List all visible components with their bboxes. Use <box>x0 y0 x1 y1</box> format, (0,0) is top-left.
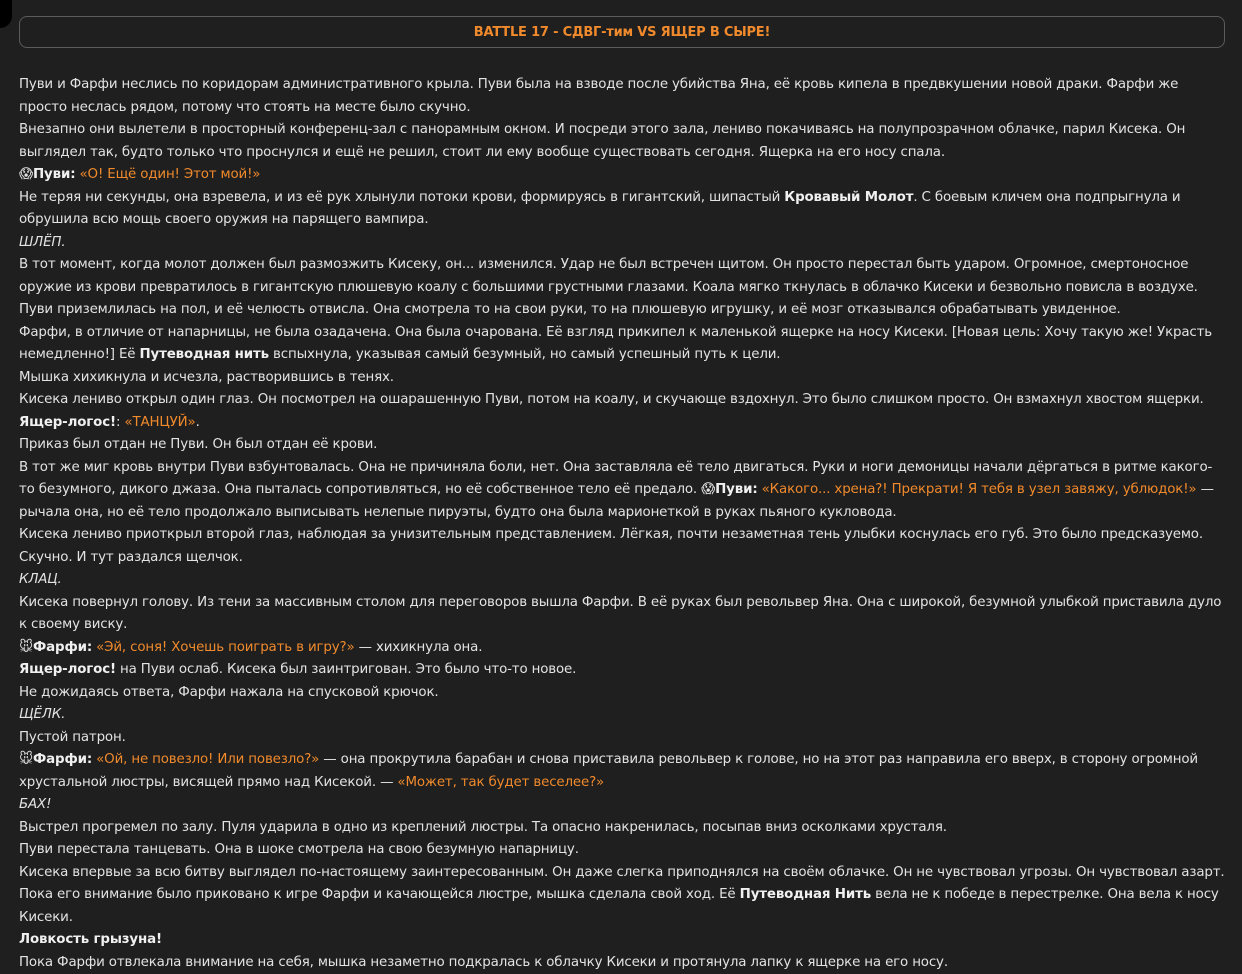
speech-quote: «Эй, соня! Хочешь поиграть в игру?» <box>96 639 355 655</box>
window-corner <box>0 0 12 28</box>
ability-name: Ящер-логос! <box>19 662 116 677</box>
paragraph: Пока его внимание было приковано к игре Фарфи и качающейся люстре, мышка сделала свой ход. Её Путеводная Нить вела не к победе в перестрелке. Она вела к носу Кисеки. <box>19 887 1219 925</box>
speech-quote: «Может, так будет веселее?» <box>397 774 605 790</box>
speech-quote: «ТАНЦУЙ» <box>124 414 196 430</box>
paragraph: Внезапно они вылетели в просторный конференц-зал с панорамным окном. И посреди этого зала, лениво покачиваясь на полупрозрачном облачке, парил Кисека. Он выглядел так, будто только что проснулся и ещё не решил, стоит ли ему вообще существовать сегодня. Ящерка на его носу спала. <box>19 122 1186 160</box>
paragraph: Ящер-логос! на Пуви ослаб. Кисека был заинтригован. Это было что-то новое. <box>19 662 577 677</box>
ability-name: Путеводная Нить <box>739 887 872 902</box>
ability-name: Кровавый Молот <box>784 189 914 205</box>
paragraph: Мышка хихикнула и исчезла, растворившись в тенях. <box>19 369 394 385</box>
dialogue-line: 🐭Фарфи: «Ой, не повезло! Или повезло?» — она прокрутила барабан и снова приставила револьвер к голове, но на этот раз направила его вверх, в сторону огромной хрустальной люстры, висящей прямо над Кисекой. — «Может, так будет веселее?» <box>19 749 1225 794</box>
sound-effect: КЛАЦ. <box>19 572 62 587</box>
paragraph: В тот момент, когда молот должен был размозжить Кисеку, он... изменился. Удар не был встречен щитом. Он просто перестал быть ударом. Огромное, смертоносное оружие из крови превратилось в гигантскую плюшевую коалу с большими грустными глазами. Коала мягко ткнулась в облачко Кисеки и безвольно повисла в воздухе. <box>19 257 1198 295</box>
story-content <box>19 74 1225 970</box>
ability-name: Ящер-логос! <box>19 414 116 430</box>
speech-quote: «О! Ещё один! Этот мой!» <box>79 167 261 182</box>
paragraph: Пуви и Фарфи неслись по коридорам административного крыла. Пуви была на взводе после убийства Яна, её кровь кипела в предвкушении новой драки. Фарфи же просто неслась рядом, потому что стоять на месте было скучно. <box>19 77 1179 115</box>
battle-title-box <box>19 16 1225 48</box>
paragraph: Не теряя ни секунды, она взревела, и из её рук хлынули потоки крови, формируясь в гигантский, шипастый Кровавый Молот. С боевым кличем она подпрыгнула и обрушила всю мощь своего оружия на парящего вампира. <box>19 189 1181 227</box>
speaker-name: Фарфи: <box>33 639 93 655</box>
speech-quote: «Ой, не повезло! Или повезло?» <box>96 752 320 767</box>
paragraph: Не дожидаясь ответа, Фарфи нажала на спусковой крючок. <box>19 684 439 700</box>
dialogue-line: Ящер-логос!: «ТАНЦУЙ». <box>19 414 200 430</box>
mouse-emoji-icon: 🐭 <box>19 752 33 767</box>
dialogue-line <box>19 164 1225 187</box>
speaker-name: Пуви: <box>33 167 76 182</box>
paragraph: Приказ был отдан не Пуви. Он был отдан её крови. <box>19 437 378 452</box>
sound-effect: БАХ! <box>19 797 52 812</box>
paragraph-cut-off: Пока Фарфи отвлекала внимание на себя, мышка незаметно подкралась к облачку Кисеки и протянула лапку к ящерке на его носу. <box>19 954 948 970</box>
paragraph: Кисека лениво открыл один глаз. Он посмотрел на ошарашенную Пуви, потом на коалу, и скучающе вздохнул. Это было слишком просто. Он взмахнул хвостом ящерки. <box>19 392 1204 407</box>
paragraph: В тот же миг кровь внутри Пуви взбунтовалась. Она не причиняла боли, нет. Она заставляла её тело двигаться. Руки и ноги демоницы начали дёргаться в ритме какого-то безумного, дикого джаза. Она пыталась сопротивляться, но её собственное тело её предало. 😱Пуви: «Какого... хрена?! Прекрати! Я тебя в узел завяжу, ублюдок!» — рычала она, но её тело продолжало выписывать нелепые пируэты, будто она была марионеткой в руках пьяного кукловода. <box>19 459 1214 520</box>
paragraph: Пустой патрон. <box>19 729 126 745</box>
paragraph: Фарфи, в отличие от напарницы, не была озадачена. Она была очарована. Её взгляд прикипел к маленькой ящерке на носу Кисеки. [Новая цель: Хочу такую же! Украсть немедленно!] Её Путеводная нить вспыхнула, указывая самый безумный, но самый успешный путь к цели. <box>19 324 1213 362</box>
paragraph: Выстрел прогремел по залу. Пуля ударила в одно из креплений люстры. Та опасно накренилась, посыпав вниз осколками хрусталя. <box>19 819 947 835</box>
mouse-emoji-icon: 🐭 <box>19 639 33 655</box>
scream-emoji-icon: 😱 <box>701 482 716 497</box>
ability-heading: Ловкость грызуна! <box>19 932 162 947</box>
paragraph: Кисека повернул голову. Из тени за массивным столом для переговоров вышла Фарфи. В её руках был револьвер Яна. Она с широкой, безумной улыбкой приставила дуло к своему виску. <box>19 594 1222 632</box>
battle-title: BATTLE 17 - СДВГ-тим VS ЯЩЕР В СЫРЕ! <box>473 24 771 40</box>
speaker-name: Пуви: <box>715 482 758 497</box>
speaker-name: Фарфи: <box>33 752 93 767</box>
paragraph: Пуви перестала танцевать. Она в шоке смотрела на свою безумную напарницу. <box>19 842 579 857</box>
dialogue-line: 🐭Фарфи: «Эй, соня! Хочешь поиграть в игру?» — хихикнула она. <box>19 637 1225 660</box>
sound-effect: ШЛЁП. <box>19 234 66 250</box>
paragraph: Кисека лениво приоткрыл второй глаз, наблюдая за унизительным представлением. Лёгкая, почти незаметная тень улыбки коснулась его губ. Это было предсказуемо. Скучно. И тут раздался щелчок. <box>19 527 1203 565</box>
speech-quote: «Какого... хрена?! Прекрати! Я тебя в узел завяжу, ублюдок!» <box>761 482 1197 497</box>
scream-emoji-icon: 😱 <box>19 167 33 182</box>
sound-effect: ЩЁЛК. <box>19 707 66 722</box>
paragraph: Пуви приземлилась на пол, и её челюсть отвисла. Она смотрела то на свои руки, то на плюшевую игрушку, и её мозг отказывался обрабатывать увиденное. <box>19 302 1121 317</box>
paragraph: Кисека впервые за всю битву выглядел по-настоящему заинтересованным. Он даже слегка приподнялся на своём облачке. Он не чувствовал угрозы. Он чувствовал азарт. <box>19 864 1225 880</box>
ability-name: Путеводная нить <box>139 347 269 362</box>
